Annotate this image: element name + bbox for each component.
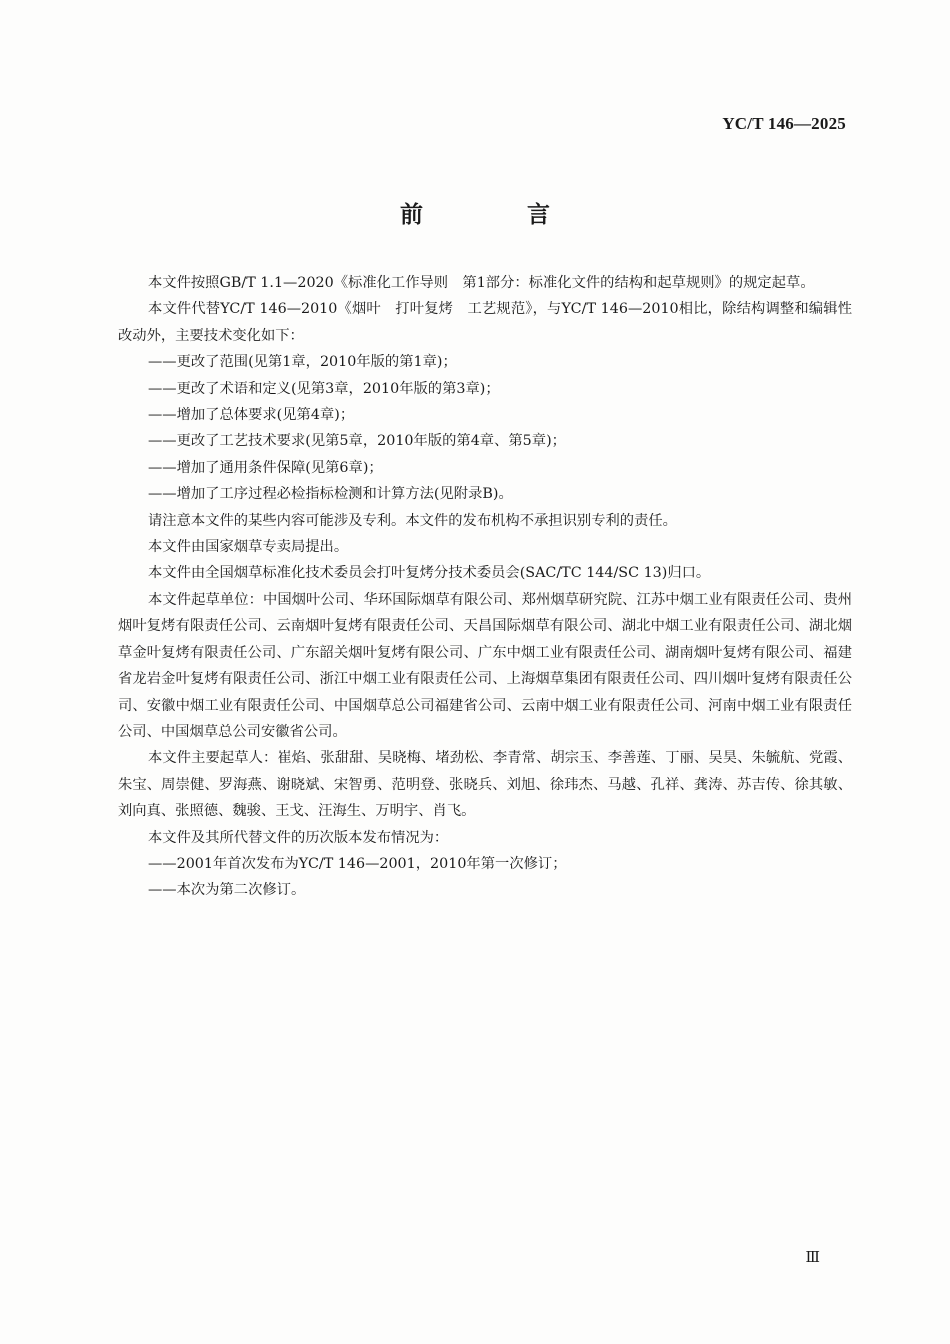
page-number: Ⅲ	[805, 1250, 820, 1266]
paragraph: 本文件及其所代替文件的历次版本发布情况为：	[148, 829, 449, 846]
change-list-item: ——增加了总体要求(见第4章)；	[148, 407, 355, 424]
change-list-item: ——更改了工艺技术要求(见第5章，2010年版的第4章、第5章)；	[148, 433, 566, 450]
paragraph: 本文件代替YC/T 146—2010《烟叶 打叶复烤 工艺规范》，与YC/T 146—2010相比，除结构调整和编辑性改动外，主要技术变化如下：	[118, 301, 852, 344]
paragraph: 请注意本文件的某些内容可能涉及专利。本文件的发布机构不承担识别专利的责任。	[148, 512, 677, 529]
change-list-item: ——增加了通用条件保障(见第6章)；	[148, 459, 383, 476]
paragraph: 本文件起草单位：中国烟叶公司、华环国际烟草有限公司、郑州烟草研究院、江苏中烟工业有限责任公司、贵州烟叶复烤有限责任公司、云南烟叶复烤有限责任公司、天昌国际烟草有限公司、湖北中烟工业有限责任公司、湖北烟草金叶复烤有限责任公司、广东韶关烟叶复烤有限公司、广东中烟工业有限责任公司、湖南烟叶复烤有限公司、福建省龙岩金叶复烤有限责任公司、浙江中烟工业有限责任公司、上海烟草集团有限责任公司、四川烟叶复烤有限责任公司、安徽中烟工业有限责任公司、中国烟草总公司福建省公司、云南中烟工业有限责任公司、河南中烟工业有限责任公司、中国烟草总公司安徽省公司。	[118, 591, 852, 740]
history-list-item: ——2001年首次发布为YC/T 146—2001，2010年第一次修订；	[148, 855, 567, 872]
change-list-item: ——增加了工序过程必检指标检测和计算方法(见附录B)。	[148, 486, 513, 503]
foreword-body	[118, 270, 852, 904]
paragraph: 本文件按照GB/T 1.1—2020《标准化工作导则 第1部分：标准化文件的结构和起草规则》的规定起草。	[148, 275, 815, 291]
paragraph: 本文件由全国烟草标准化技术委员会打叶复烤分技术委员会(SAC/TC 144/SC 13)归口。	[148, 565, 711, 582]
history-list-item: ——本次为第二次修订。	[148, 882, 306, 899]
change-list-item: ——更改了范围(见第1章，2010年版的第1章)；	[148, 354, 457, 371]
page-title: 前 言	[399, 202, 598, 228]
paragraph: 本文件由国家烟草专卖局提出。	[148, 539, 349, 556]
document-code: YC/T 146—2025	[722, 114, 846, 133]
paragraph: 本文件主要起草人：崔焰、张甜甜、吴晓梅、堵劲松、李青常、胡宗玉、李善莲、丁丽、吴昊、朱毓航、党霞、朱宝、周崇健、罗海燕、谢晓斌、宋智勇、范明登、张晓兵、刘旭、徐玮杰、马越、孔祥、龚涛、苏吉传、徐其敏、刘向真、张照德、魏骏、王戈、汪海生、万明宇、肖飞。	[118, 750, 852, 820]
change-list-item: ——更改了术语和定义(见第3章，2010年版的第3章)；	[148, 380, 500, 397]
